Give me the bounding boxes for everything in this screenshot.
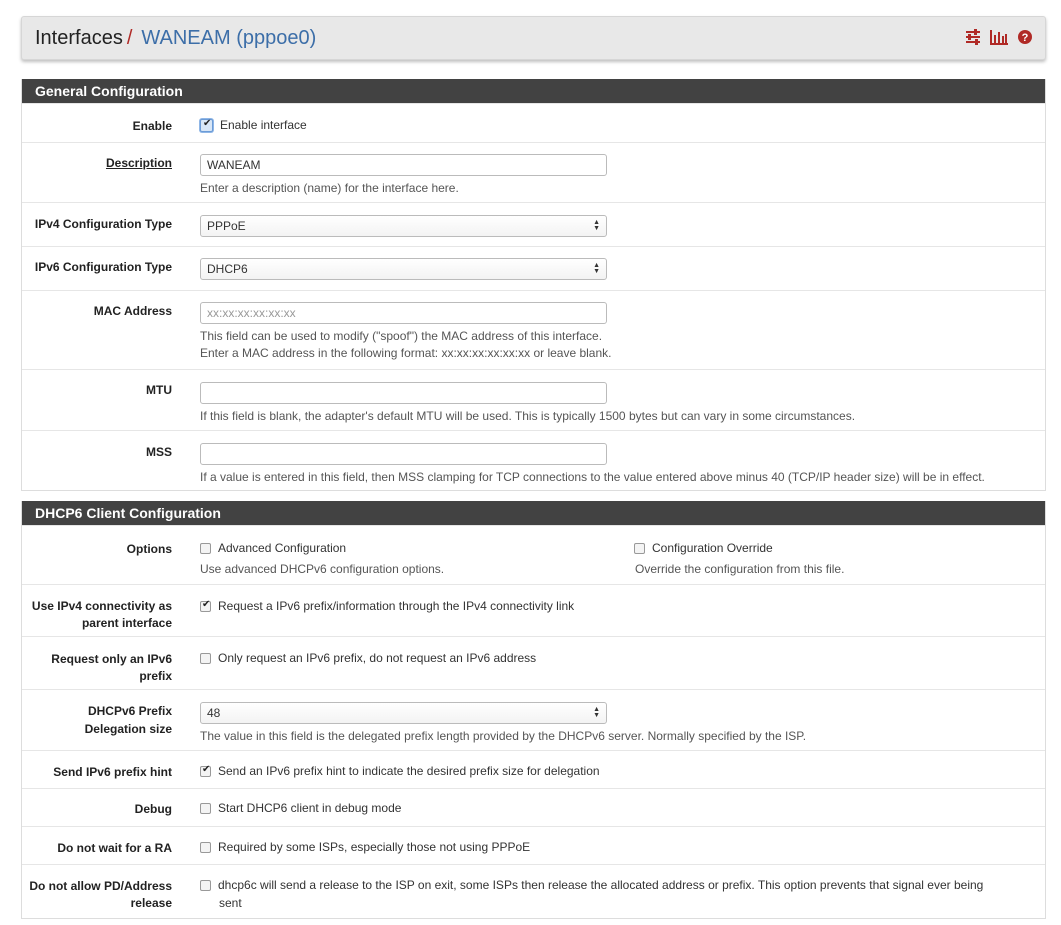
configuration-override-checkbox[interactable] [634,543,645,554]
mss-input[interactable] [200,443,607,465]
enable-label: Enable [132,119,172,133]
do-not-allow-release-text-2: sent [219,896,242,910]
do-not-wait-ra-row [22,826,1045,864]
enable-checkbox[interactable] [200,119,213,132]
panel-title: General Configuration [22,79,1045,103]
help-icon[interactable] [1017,29,1033,45]
ipv4-type-value: PPPoE [207,219,246,233]
description-help: Enter a description (name) for the interface here. [200,181,459,195]
options-row [22,525,1045,584]
do-not-allow-release-text-1: dhcp6c will send a release to the ISP on exit, some ISPs then release the allocated address or prefix. This option prevents that signal ever being [218,878,984,892]
ipv4-type-label: IPv4 Configuration Type [34,217,172,231]
ipv6-type-row [22,246,1045,290]
prefix-delegation-size-value: 48 [207,706,221,720]
description-row [22,142,1045,202]
request-only-prefix-text: Only request an IPv6 prefix, do not request an IPv6 address [218,651,537,665]
mtu-input[interactable] [200,382,607,404]
mtu-help: If this field is blank, the adapter's default MTU will be used. This is typically 1500 bytes but can vary in some circumstances. [200,409,856,423]
request-only-prefix-label-2: prefix [139,669,172,683]
breadcrumb-current[interactable]: WANEAM (pppoe0) [141,26,317,49]
options-label: Options [126,542,172,556]
general-configuration-panel [21,79,1046,491]
request-only-prefix-checkbox[interactable] [200,653,211,664]
header-icons [965,29,1033,45]
mss-label: MSS [145,445,172,459]
do-not-allow-release-label-2: release [130,896,172,910]
ipv6-type-value: DHCP6 [207,262,248,276]
mss-help: If a value is entered in this field, then MSS clamping for TCP connections to the value entered above minus 40 (TCP/IP header size) will be in effect. [200,470,985,484]
panel-title: DHCP6 Client Configuration [22,501,1045,525]
prefix-delegation-size-label-1: DHCPv6 Prefix [87,704,172,718]
use-ipv4-connectivity-row [22,584,1045,636]
enable-row [22,103,1045,142]
do-not-wait-ra-checkbox[interactable] [200,842,211,853]
use-ipv4-connectivity-checkbox[interactable] [200,601,211,612]
do-not-allow-release-label-1: Do not allow PD/Address [29,879,172,893]
configuration-override-help: Override the configuration from this file. [635,562,845,576]
mac-address-label: MAC Address [93,304,172,318]
prefix-delegation-size-select[interactable] [200,702,607,724]
advanced-configuration-text: Advanced Configuration [218,541,347,555]
debug-row [22,788,1045,826]
ipv6-type-select[interactable] [200,258,607,280]
mac-address-help-2: Enter a MAC address in the following format: xx:xx:xx:xx:xx:xx or leave blank. [200,346,612,360]
breadcrumb-separator: / [126,26,133,49]
do-not-allow-release-row [22,864,1045,918]
mac-address-help-1: This field can be used to modify ("spoof") the MAC address of this interface. [200,329,603,343]
prefix-delegation-size-help: The value in this field is the delegated prefix length provided by the DHCPv6 server. Normally specified by the ISP. [200,729,807,743]
send-prefix-hint-checkbox[interactable] [200,766,211,777]
debug-label: Debug [134,802,172,816]
send-prefix-hint-text: Send an IPv6 prefix hint to indicate the desired prefix size for delegation [218,764,600,778]
ipv4-type-select[interactable] [200,215,607,237]
select-arrows-icon: ▲ ▼ [593,706,600,719]
breadcrumb-section[interactable]: Interfaces [35,26,123,49]
request-only-prefix-row [22,636,1045,689]
mss-row [22,430,1045,490]
use-ipv4-connectivity-text: Request a IPv6 prefix/information through the IPv4 connectivity link [218,599,575,613]
dhcp6-client-configuration-panel [21,501,1046,919]
configuration-override-text: Configuration Override [652,541,773,555]
advanced-configuration-help: Use advanced DHCPv6 configuration options. [200,562,445,576]
svg-text:?: ? [1021,32,1029,44]
prefix-delegation-size-label-2: Delegation size [84,722,172,736]
enable-text: Enable interface [220,118,307,132]
prefix-delegation-size-row [22,689,1045,750]
description-input[interactable] [200,154,607,176]
use-ipv4-connectivity-label-1: Use IPv4 connectivity as [31,599,172,613]
mtu-row [22,369,1045,430]
send-prefix-hint-row [22,750,1045,788]
mtu-label: MTU [146,383,172,397]
breadcrumb [21,16,1046,60]
send-prefix-hint-label: Send IPv6 prefix hint [53,765,172,779]
bar-chart-icon[interactable] [990,29,1008,45]
description-label: Description [105,156,172,170]
ipv6-type-label: IPv6 Configuration Type [34,260,172,274]
mac-address-row [22,290,1045,369]
debug-checkbox[interactable] [200,803,211,814]
select-arrows-icon: ▲ ▼ [593,262,600,275]
ipv4-type-row [22,202,1045,246]
debug-text: Start DHCP6 client in debug mode [218,801,402,815]
sliders-icon[interactable] [965,29,981,45]
request-only-prefix-label-1: Request only an IPv6 [51,652,172,666]
do-not-wait-ra-label: Do not wait for a RA [57,841,172,855]
select-arrows-icon: ▲ ▼ [593,219,600,232]
use-ipv4-connectivity-label-2: parent interface [81,616,172,630]
mac-address-input[interactable] [200,302,607,324]
advanced-configuration-checkbox[interactable] [200,543,211,554]
do-not-allow-release-checkbox[interactable] [200,880,211,891]
do-not-wait-ra-text: Required by some ISPs, especially those not using PPPoE [218,840,531,854]
